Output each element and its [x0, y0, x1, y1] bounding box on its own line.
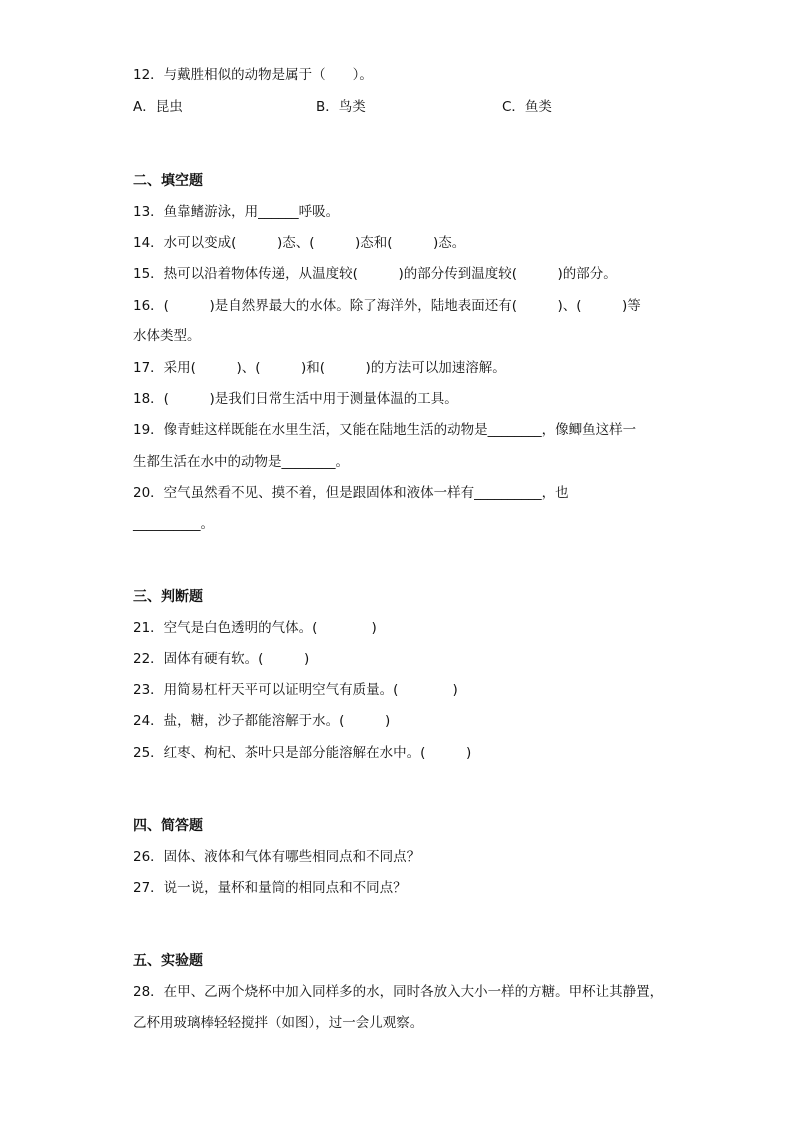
question-27: 27．说一说，量杯和量筒的相同点和不同点？: [133, 880, 407, 896]
question-13: 13．鱼靠鳍游泳，用______呼吸。: [133, 204, 340, 220]
question-12: 12．与戴胜相似的动物是属于（ ）。: [133, 67, 373, 83]
question-20: 20．空气虽然看不见、摸不着，但是跟固体和液体一样有__________，也: [133, 485, 569, 501]
question-16: 16．( )是自然界最大的水体。除了海洋外，陆地表面还有( )、( )等: [133, 298, 641, 314]
question-28-cont: 乙杯用玻璃棒轻轻搅拌（如图），过一会儿观察。: [133, 1015, 424, 1031]
question-23: 23．用简易杠杆天平可以证明空气有质量。( ): [133, 682, 458, 698]
section-heading-fill: 二、填空题: [133, 173, 203, 189]
question-19: 19．像青蛙这样既能在水里生活，又能在陆地生活的动物是________，像鲫鱼这样一: [133, 422, 637, 438]
question-16-cont: 水体类型。: [133, 328, 201, 344]
section-heading-experiment: 五、实验题: [133, 953, 203, 969]
section-heading-short: 四、简答题: [133, 818, 203, 834]
question-20-cont: __________。: [133, 516, 214, 532]
question-26: 26．固体、液体和气体有哪些相同点和不同点？: [133, 849, 421, 865]
question-12-options: [133, 98, 693, 116]
question-28: 28．在甲、乙两个烧杯中加入同样多的水，同时各放入大小一样的方糖。甲杯让其静置，: [133, 984, 664, 1000]
option-b: B．鸟类: [316, 99, 366, 115]
question-24: 24．盐，糖，沙子都能溶解于水。( ): [133, 713, 391, 729]
question-17: 17．采用( )、( )和( )的方法可以加速溶解。: [133, 360, 506, 376]
option-a: A．昆虫: [133, 99, 183, 115]
question-15: 15．热可以沿着物体传递，从温度较( )的部分传到温度较( )的部分。: [133, 266, 617, 282]
question-18: 18．( )是我们日常生活中用于测量体温的工具。: [133, 391, 458, 407]
question-22: 22．固体有硬有软。( ): [133, 651, 310, 667]
question-25: 25．红枣、枸杞、茶叶只是部分能溶解在水中。( ): [133, 745, 472, 761]
question-19-cont: 生都生活在水中的动物是________。: [133, 454, 349, 470]
section-heading-judge: 三、判断题: [133, 589, 203, 605]
question-21: 21．空气是白色透明的气体。( ): [133, 620, 377, 636]
option-c: C．鱼类: [502, 99, 552, 115]
question-14: 14．水可以变成( )态、( )态和( )态。: [133, 235, 466, 251]
